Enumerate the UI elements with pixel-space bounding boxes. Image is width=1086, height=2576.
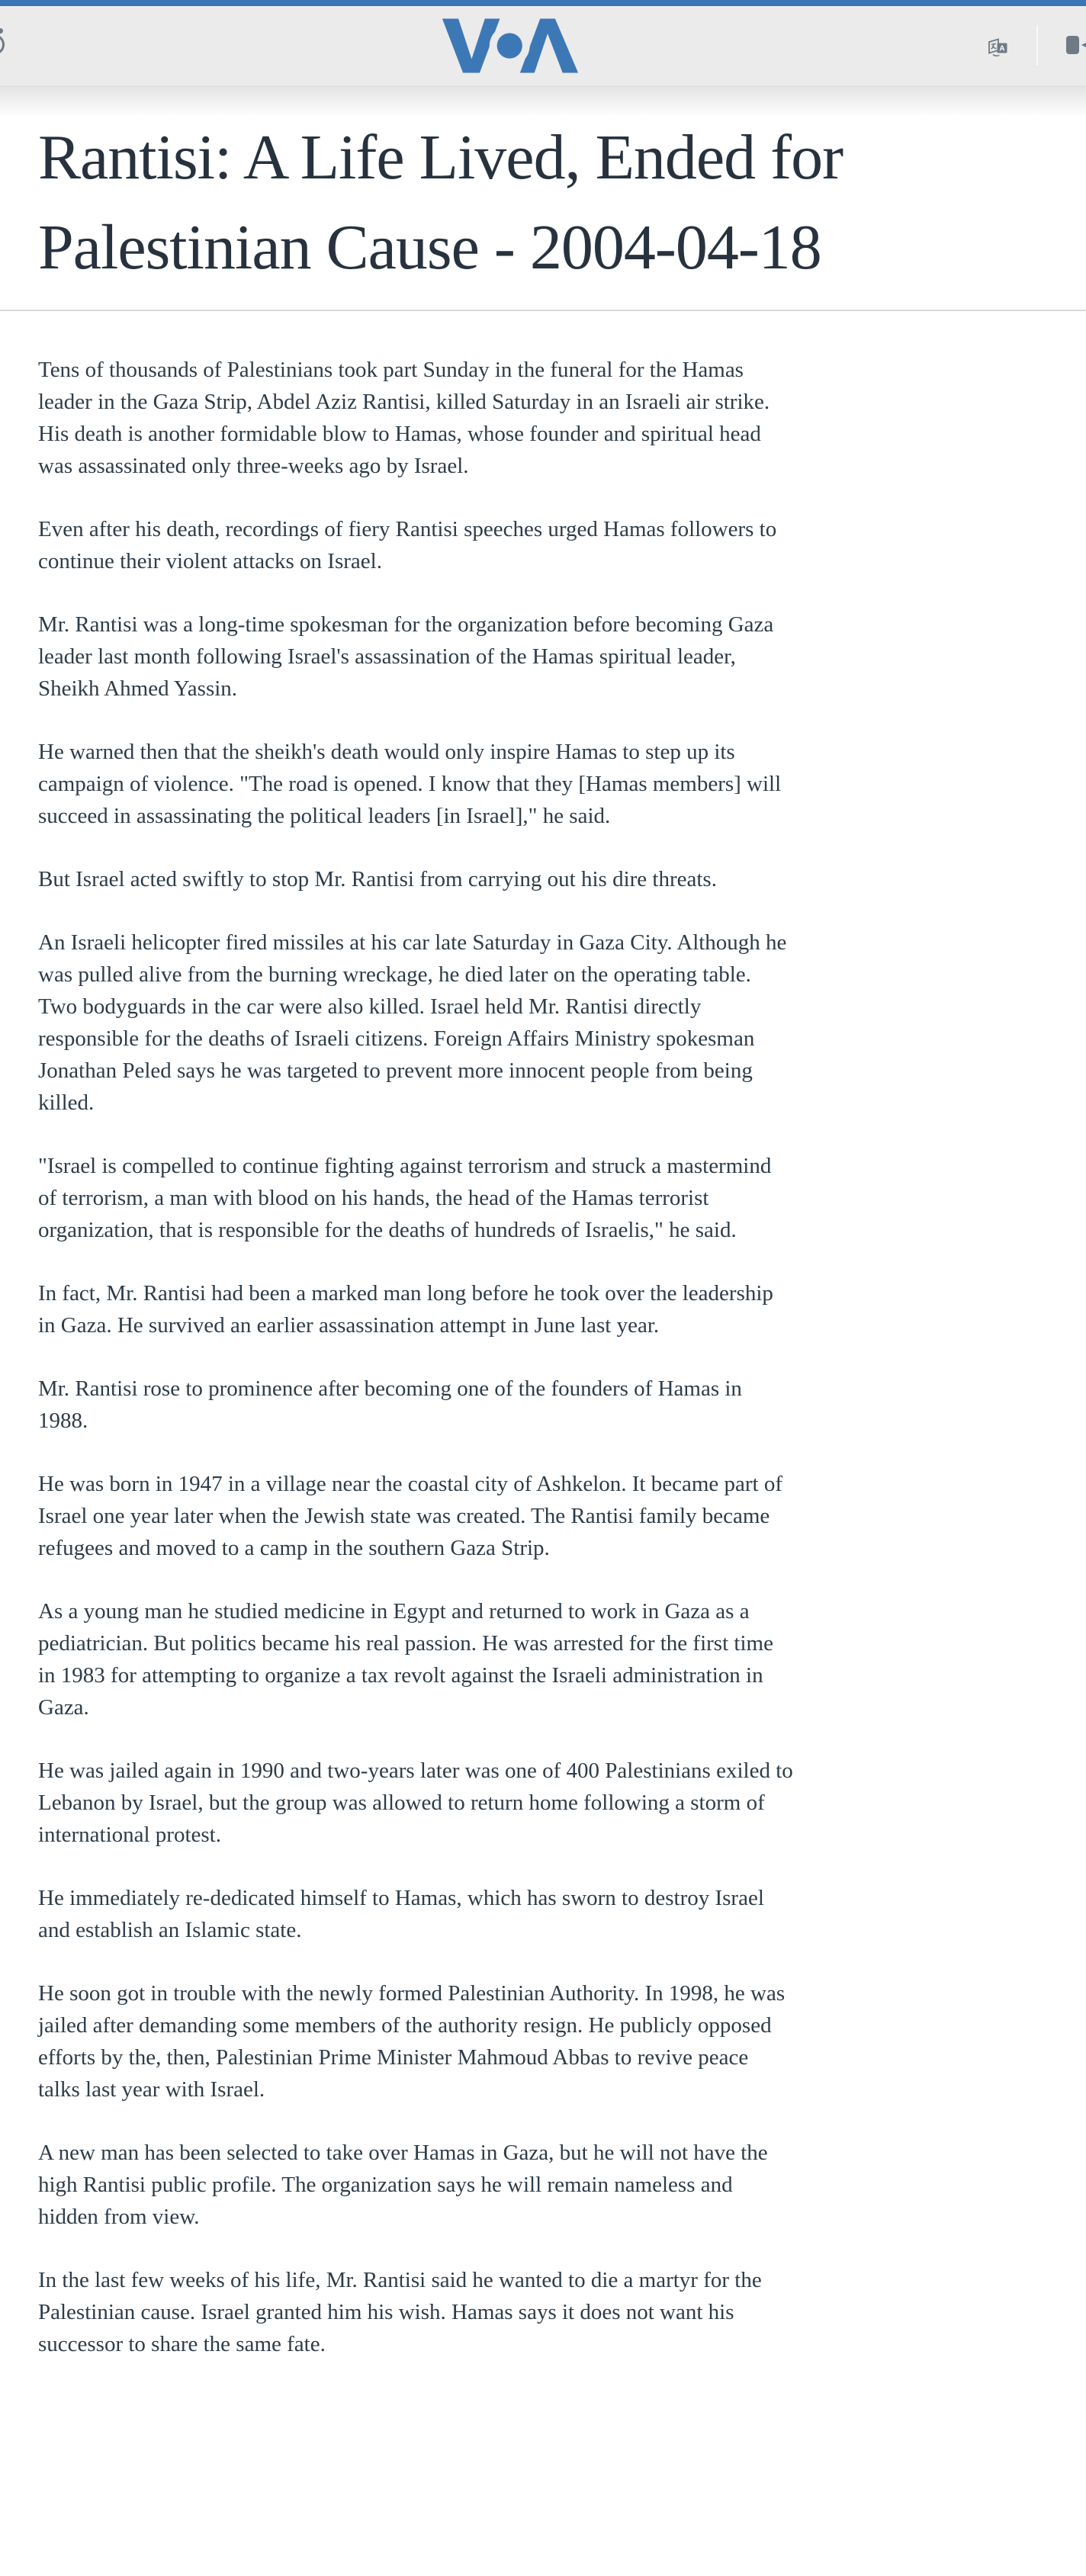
article-paragraph: He soon got in trouble with the newly formed Palestinian Authority. In 1998, he was jailed after demanding some members of the authority resign. He publicly opposed efforts by the, then, Palestinian Prime Minister Mahmoud Abbas to revive peace talks last year with Israel.: [38, 1981, 786, 2102]
page-title: [38, 113, 1051, 293]
voa-logo-mark: [441, 18, 580, 74]
article-paragraph: Even after his death, recordings of fiery Rantisi speeches urged Hamas followers to continue their violent attacks on Israel.: [38, 517, 777, 573]
site-header: [0, 6, 1086, 85]
article-paragraph: He was born in 1947 in a village near the coastal city of Ashkelon. It became part of Israel one year later when the Jewish state was created. The Rantisi family became refugees and moved to a camp in the southern Gaza Strip.: [38, 1472, 783, 1560]
article-paragraph: An Israeli helicopter fired missiles at his car late Saturday in Gaza City. Although he was pulled alive from the burning wreckage, he died later on the operating table. Two bodyguards in the car were also killed. Israel held Mr. Rantisi directly responsible for the deaths of Israeli citizens. Foreign Affairs Ministry spokesman Jonathan Peled says he was targeted to prevent more innocent people from being killed.: [38, 930, 787, 1115]
article-paragraph: Tens of thousands of Palestinians took part Sunday in the funeral for the Hamas leader in the Gaza Strip, Abdel Aziz Rantisi, killed Saturday in an Israeli air strike. His death is another formidable blow to Hamas, whose founder and spiritual head was assassinated only three-weeks ago by Israel.: [38, 358, 770, 478]
article-paragraph: As a young man he studied medicine in Egypt and returned to work in Gaza as a pediatrician. But politics became his real passion. He was arrested for the first time in 1983 for attempting to organize a tax revolt against the Israeli administration in Gaza.: [38, 1599, 773, 1720]
clipped-circle-icon[interactable]: [0, 34, 5, 55]
article-body: [38, 311, 795, 2360]
article-paragraph: But Israel acted swiftly to stop Mr. Rantisi from carrying out his dire threats.: [38, 867, 717, 891]
translate-icon[interactable]: [986, 35, 1010, 61]
article-paragraph: "Israel is compelled to continue fighting against terrorism and struck a mastermind of terrorism, a man with blood on his hands, the head of the Hamas terrorist organization, that is responsible for the deaths of hundreds of Israelis," he said.: [38, 1154, 772, 1242]
header-divider: [1036, 25, 1038, 66]
article-paragraph: In the last few weeks of his life, Mr. Rantisi said he wanted to die a martyr for the Palestinian cause. Israel granted him his wish. Hamas says it does not want his successor to share the same fate.: [38, 2268, 762, 2356]
video-camera-icon[interactable]: [1066, 36, 1086, 54]
article-paragraph: A new man has been selected to take over Hamas in Gaza, but he will not have the high Rantisi public profile. The organization says he will remain nameless and hidden from view.: [38, 2141, 768, 2229]
clipped-left-icon-fragment: [0, 28, 3, 34]
page-title-line1: Rantisi: A Life Lived, Ended for: [38, 122, 843, 193]
voa-logo[interactable]: [441, 18, 580, 74]
article-paragraph: He was jailed again in 1990 and two-years later was one of 400 Palestinians exiled to Lebanon by Israel, but the group was allowed to return home following a storm of international protest.: [38, 1759, 793, 1847]
main-content: [0, 113, 1086, 2360]
article-paragraph: He immediately re-dedicated himself to Hamas, which has sworn to destroy Israel and establish an Islamic state.: [38, 1886, 764, 1942]
page-title-line2: Palestinian Cause - 2004-04-18: [38, 212, 821, 283]
article-paragraph: Mr. Rantisi rose to prominence after becoming one of the founders of Hamas in 1988.: [38, 1376, 742, 1433]
article-paragraph: In fact, Mr. Rantisi had been a marked man long before he took over the leadership in Gaza. He survived an earlier assassination attempt in June last year.: [38, 1281, 773, 1338]
svg-text:A: A: [999, 44, 1005, 53]
top-accent-bar: [0, 0, 1086, 6]
article-paragraph: Mr. Rantisi was a long-time spokesman for the organization before becoming Gaza leader last month following Israel's assassination of the Hamas spiritual leader, Sheikh Ahmed Yassin.: [38, 612, 774, 701]
article-paragraph: He warned then that the sheikh's death would only inspire Hamas to step up its campaign of violence. "The road is opened. I know that they [Hamas members] will succeed in assassinating the political leaders [in Israel]," he said.: [38, 740, 782, 828]
